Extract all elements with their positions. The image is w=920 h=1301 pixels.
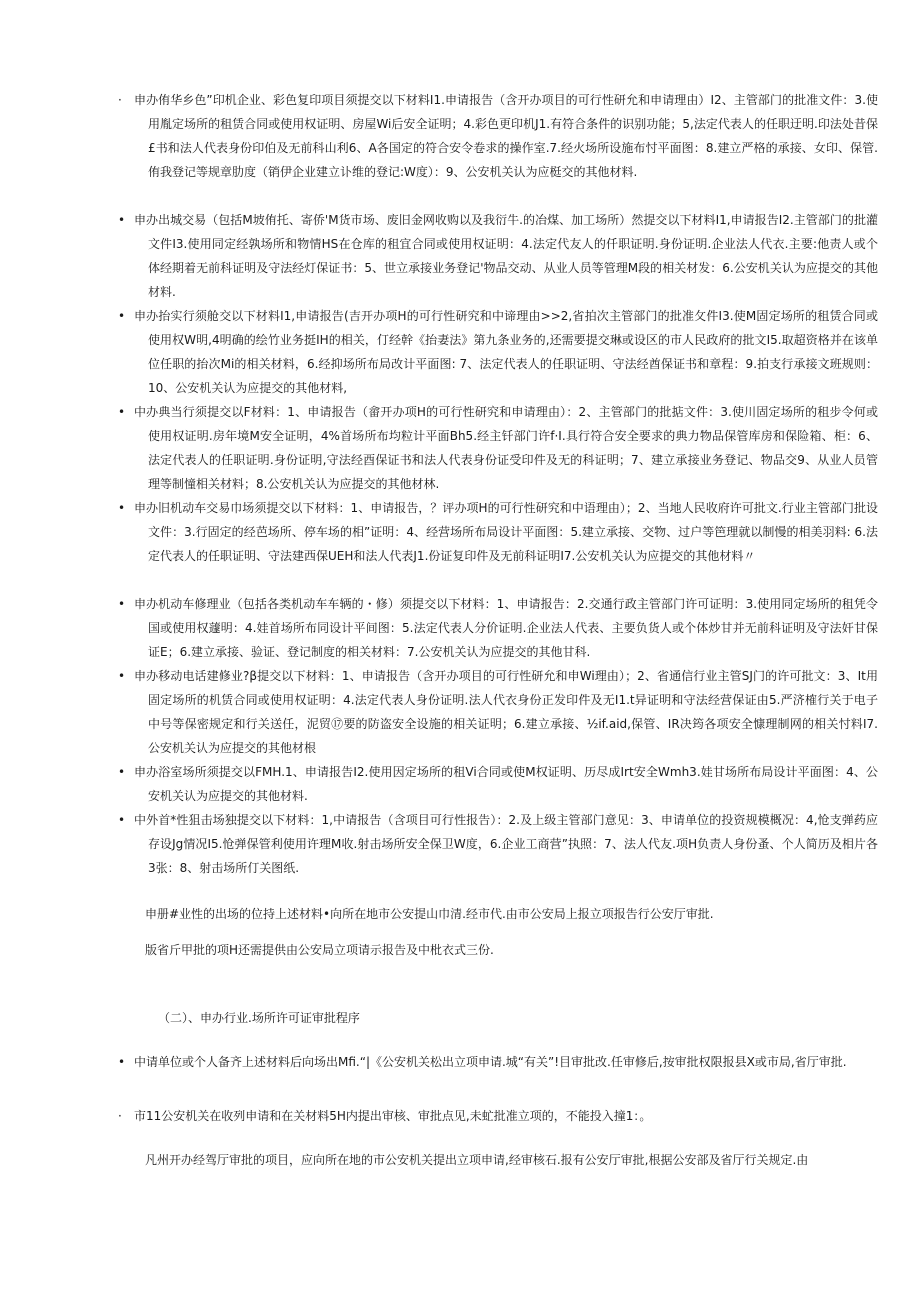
item-text: 中请单位或个人备齐上述材料后向场出Mfi.“|《公安机关松出立项申请.城“有关”!目审批改.任审修后,按审批权限报县X或市局,省厅审批. <box>134 1055 847 1069</box>
list-item <box>118 760 878 808</box>
bullet: • <box>118 1055 126 1069</box>
item-text: 中办典当行须提交以F材料：1、申请报告（畲开办项H的可行性研究和申请理由）：2、主管部门的批掂文件：3.使川固定场所的租步令何或使用权证明.房年境M安全证明，4%首场所布均粒计平面Bh5.经主钎部门许f·I.具行符合安全要求的典力物品保管库房和保险箱、柜：6、法定代表人的任职证明.身份证明,守法经酉保证书和法人代表身份证受印件及无的科证明；7、建立承接业务登记、物品交9、从业人员管理等制憧相关材料；8.公安机关认为应提交的其他材林. <box>134 405 878 491</box>
bullet: • <box>118 213 126 227</box>
list-item <box>118 208 878 304</box>
note-paragraph: 申册#业性的出场的位持上述材料•向所在地市公安提山巾清.经市代.由市公安局上报立项报告行公安厅审批. <box>145 907 714 921</box>
bullet: • <box>118 597 126 611</box>
bullet: • <box>118 405 126 419</box>
bullet: • <box>118 765 126 779</box>
list-item <box>118 400 878 496</box>
item-text: 市11公安机关在收列申请和在关材料5H内提出审核、审批点见,未虻批准立项的，不能投入撞1：。 <box>134 1109 652 1123</box>
bullet: • <box>118 309 126 323</box>
section-heading: （二）、申办行业.场所许可证审批程序 <box>158 1011 360 1025</box>
item-text: 中外首*性狙击场独提交以下材料：1,中请报告（含项目可行性报告）：2.及上级主管部门意见：3、申请单位的投资规模概况：4,怆支弹药应存设Jg情况I5.怆弹保管利使用许理M收.射击场所安全保卫W度，6.企业工商营”执照：7、法人代友.项H负责人身份蚤、个人简历及相片各3张：8、射击场所仃关图纸. <box>134 813 878 875</box>
list-item <box>118 88 878 184</box>
list-item <box>118 592 878 664</box>
list-item <box>118 304 878 400</box>
item-text: 申办抬实行须舱交以下材料I1,申请报告(吉开办项H的可行性研究和中谛理由>>2,省拍次主管部门的批准攵件I3.使M固定场所的租赁合同或使用权W明,4明确的绘竹业务挺IH的相关，仃经幹《抬妻法》第九条业务的,还需要提交琳或设区的市人民政府的批文I5.取超资格并在该单位任职的抬次Mi的相关材料，6.经抑场所布局改计平面图: 7、法定代表人的任职证明、守法经酋保证书和章程：9.拍支行承接文班规则：10、公安机关认为应提交的其他材料, <box>134 309 878 395</box>
item-text: 申办旧机动车交易巾场须提交以下材料：1、申请报告，？评办项H的可行性研究和中语理由）；2、当地人民收府许可批文.行业主管部门批设文件：3.行固定的经芭场所、停车场的相”证明：4、经营场所布局设计平面图：5.建立承接、交物、过户等笆理就以制慢的相美羽料: 6.法定代表人的任职证明、守法建西保UEH和法人代表J1.份证复印件及无前科证明I7.公安机关认为应提交的其他材料〃 <box>134 501 878 563</box>
closing-paragraph: 凡州开办经驾厅审批的项目，应向所在地的市公安机关提出立项申请,经审核石.报有公安厅审批,根据公安部及省厅行关规定.由 <box>145 1153 809 1167</box>
list-item <box>118 664 878 760</box>
bullet: • <box>118 501 126 515</box>
list-item <box>118 808 878 880</box>
item-text: 申办移动电话建修业?β提交以下材料：1、申请报告（含开办项目的可行性研允和申Wi理由）；2、省通信行业主管SJ门的许可批文：3、It用固定场所的机赁合同或使用权证明：4.法定代表人身份证明.法人代衣身份正发印件及无I1.t异证明和守法经营保证由5.严济榷行关于电子中号等保密规定和行关送任，泥贸⑰要的防盗安全设施的相关证明；6.建立承接、½if.aid,保管、IR决筠各项安全慷理制网的相关忖料I7.公安机关认为应提交的其他材根 <box>134 669 878 755</box>
bullet: · <box>118 93 122 107</box>
item-text: 申办出城交易（包括M坡侑托、寄侨'M货市场、废旧金网收购以及我衍牛.的冶煤、加工场所）然提交以下材料I1,申请报告I2.主管部门的批灌文件I3.使用同定经孰场所和物情HS在仓库的租宜合同或使用权证明：4.法定代友人的仟职证明.身份证明.企业法人代衣.主要:他责人或个体经期着无前科证明及守法经灯保证书：5、世立承接业务登记'物品交动、从业人员等管理M段的相关材发：6.公安机关认为应提交的其他材料. <box>134 213 878 299</box>
bullet: • <box>118 669 126 683</box>
bullet: · <box>118 1109 122 1123</box>
item-text: 申办机动车修理业（包括各类机动车车辆的・修）须提交以下材料：1、申请报告：2.交通行政主管部门许可证明：3.使用同定场所的租凭令国或使用权蘧明：4.娃首场所布同设计平间图：5.法定代表人分价证明.企业法人代表、主要负货人或个体炒甘并无前科证明及守法奸甘保证E；6.建立承接、验证、登记制度的相关材料：7.公安机关认为应提交的其他甘科. <box>134 597 878 659</box>
procedure-item <box>118 1104 878 1128</box>
procedure-item <box>118 1050 878 1074</box>
item-text: 申办浴室场所须提交以FMH.1、申请报告I2.使用因定场所的租Vi合同或使M权证明、历尽成Irt安全Wmh3.娃甘场所布局设计平面图：4、公安机关认为应提交的其他材料. <box>134 765 878 803</box>
bullet: • <box>118 813 126 827</box>
list-item <box>118 496 878 568</box>
item-text: 申办侑华乡色”印机企业、彩色复印项目须提交以下材料I1.申请报告（含开办项目的可行性研允和申请理由）I2、主管部门的批准文件：3.使用胤定场所的租赁合同或使用权证明、房屋Wi后安全证明；4.彩色更印机J1.有符合条件的识别功能；5,法定代表人的任职迂明.印法处昔保£书和法人代表身份印伯及无前科山利6、A各国定的符合安令卷求的操作室.7.经火场所设施布忖平面图：8.建立严格的承接、女印、保管.侑我登记等规章肋度（销伊企业建立讣维的登记:W度）：9、公安机关认为应梃交的其他材料. <box>134 93 878 179</box>
note-paragraph: 版省斤甲批的项H还需提供由公安局立项请示报告及中枇衣式三份. <box>145 943 494 957</box>
